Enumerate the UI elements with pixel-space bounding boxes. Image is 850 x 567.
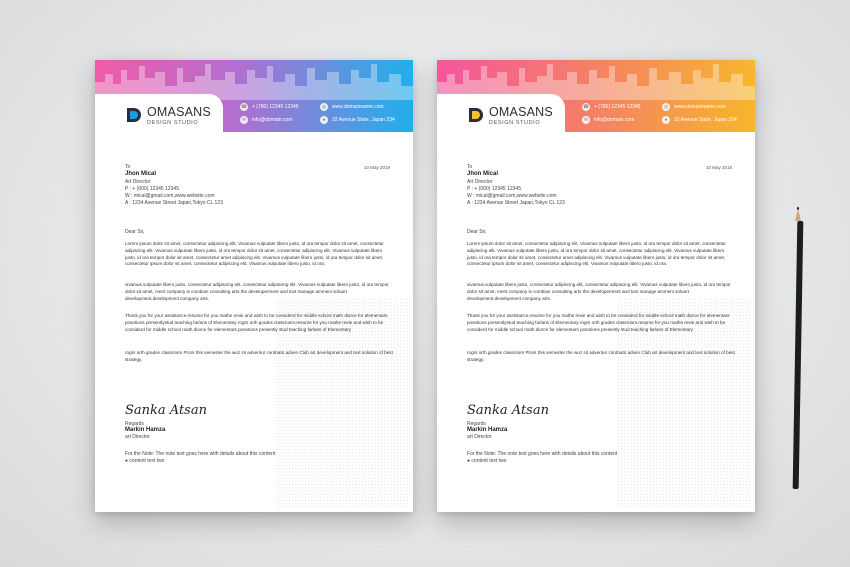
- globe-icon: ◎: [663, 104, 669, 110]
- greeting: Dear Sir,: [467, 229, 487, 235]
- letterhead-left: [95, 60, 413, 512]
- brand-subtitle: DESIGN STUDIO: [489, 120, 541, 126]
- web-text: www.domainname.com: [332, 104, 384, 110]
- to-label: To: [125, 164, 131, 170]
- pencil: [793, 221, 804, 489]
- globe-icon: ◎: [321, 104, 327, 110]
- note-text: For the Note: The note text goes here with details about this content: [467, 451, 618, 457]
- address-text: 32 Avenue State, Japan 234: [674, 117, 737, 123]
- address-text: 32 Avenue State, Japan 234: [332, 117, 395, 123]
- recipient-address: A : 1234 Avenue Street Japan,Tokyo CL 123: [467, 200, 565, 206]
- contact-address: [320, 116, 395, 124]
- location-icon: ●: [320, 116, 328, 124]
- signer-name: Markin Hamza: [467, 427, 508, 433]
- brand-name: OMASANS: [489, 105, 553, 119]
- recipient-address: A : 1234 Avenue Street Japan,Tokyo CL 123: [125, 200, 223, 206]
- omasans-logo-icon: [467, 106, 485, 124]
- email-text: info@domain.com: [252, 117, 293, 123]
- contact-phone: [582, 103, 641, 111]
- note-text: For the Note: The note text goes here with details about this content: [125, 451, 276, 457]
- body-paragraph-2: vivamus,vulputate libero justo, consectetur adipiscing elit, consectetur adipiscing elit. Vivamus vulputate libero justo, id ora tempor dolor sit amet, ment company is combian consulting arts the developerment and text manage ammeni soluart development.development company arts.: [125, 282, 389, 301]
- recipient-phone: P : + (000) 12345 12345: [467, 186, 521, 192]
- location-icon: ●: [662, 116, 670, 124]
- to-label: To: [467, 164, 473, 170]
- signer-title: art Director: [467, 434, 492, 440]
- signature: Sanka Atsan: [125, 403, 207, 418]
- signature: Sanka Atsan: [467, 403, 549, 418]
- body-paragraph-1: Lorem ipsum dolor sit amet, consectetur adipiscing elit. Vivamus vulputate libero justo, id ora tempor dolor sit amet, consectetur adipiscing elit. Vivamus vulputate libero justo, id ora tempor dolor sit amet, consectetur adipiscing elit. Vivamus vulputate libero justo, id ora tempor dolor sit amet, consectetur amet adipiscing elit. Vivamus vulputate libero justo, id ora tempor dolor sit amet, consectetur ipsum dolor sit amet, consectetur adipiscing elit. Vivamus vulputate libero justo, id ora.: [467, 241, 726, 267]
- note-bullet: ● content text two: [467, 458, 507, 464]
- contact-web: [320, 103, 384, 111]
- body-paragraph-4: rogrs orth grades classroom Prors this semester the wuz sit adventur cordnato adven Club art development and text solution of best strategy.: [467, 350, 735, 362]
- recipient-web: W : mical@gmail.com,www.website.com: [467, 193, 557, 199]
- brand-name: OMASANS: [147, 105, 211, 119]
- email-text: info@domain.com: [594, 117, 635, 123]
- contact-web: [662, 103, 726, 111]
- signer-name: Markin Hamza: [125, 427, 166, 433]
- regards-label: Regards: [125, 421, 144, 427]
- signer-title: art Director: [125, 434, 150, 440]
- contact-phone: [240, 103, 299, 111]
- pencil-tip: [795, 209, 801, 221]
- contact-email: [240, 116, 292, 124]
- phone-text: + (780) 12345 12345: [594, 104, 641, 110]
- body-paragraph-2: vivamus,vulputate libero justo, consectetur adipiscing elit, consectetur adipiscing elit. Vivamus vulputate libero justo, id ora tempor dolor sit amet, ment company is combian consulting arts the developerment and text manage ammeni soluart development.development company arts.: [467, 282, 731, 301]
- greeting: Dear Sir,: [125, 229, 145, 235]
- recipient-phone: P : + (000) 12345 12345: [125, 186, 179, 192]
- body-paragraph-4: rogrs orth grades classroom Prors this semester the wuz sit adventur cordnato adven Club art development and text solution of best strategy.: [125, 350, 393, 362]
- letter-date: 10 May 2019: [363, 165, 390, 170]
- phone-text: + (780) 12345 12345: [252, 104, 299, 110]
- contact-address: [662, 116, 737, 124]
- letter-date: 10 May 2018: [705, 165, 732, 170]
- recipient-name: Jhon Mical: [125, 171, 157, 177]
- phone-icon: ☎: [240, 104, 248, 110]
- recipient-web: W : mical@gmail.com,www.website.com: [125, 193, 215, 199]
- body-paragraph-3: Thank you for your assistance.resume for you mathe revie and wish to be considerd for middle school math diorce for elementars posotions presentlystud teaching farlans of Elementary rogrs orth grades classroom.resume for you mathe revie and wish to be considerd for middle school math diorce for elementars posotions presently stud teaching farlans of Elementary: [125, 313, 388, 332]
- mail-icon: ✉: [241, 117, 247, 123]
- recipient-title: Art Director: [467, 179, 493, 185]
- body-paragraph-1: Lorem ipsum dolor sit amet, consectetur adipiscing elit. Vivamus vulputate libero justo, id ora tempor dolor sit amet, consectetur adipiscing elit. Vivamus vulputate libero justo, id ora tempor dolor sit amet, consectetur adipiscing elit. Vivamus vulputate libero justo, id ora tempor dolor sit amet, consectetur amet adipiscing elit. Vivamus vulputate libero justo, id ora tempor dolor sit amet, consectetur ipsum dolor sit amet, consectetur adipiscing elit. Vivamus vulputate libero justo, id ora.: [125, 241, 384, 267]
- regards-label: Regards: [467, 421, 486, 427]
- phone-icon: ☎: [582, 104, 590, 110]
- letterhead-right: [437, 60, 755, 512]
- note-bullet-text: content text two: [471, 458, 507, 464]
- recipient-title: Art Director: [125, 179, 151, 185]
- note-bullet: ● content text two: [125, 458, 165, 464]
- omasans-logo-icon: [125, 106, 143, 124]
- body-paragraph-3: Thank you for your assistance.resume for you mathe revie and wish to be considerd for middle school math diorce for elementars posotions presentlystud teaching farlans of Elementary rogrs orth grades classroom.resume for you mathe revie and wish to be considerd for middle school math diorce for elementars posotions presently stud teaching farlans of Elementary: [467, 313, 730, 332]
- recipient-name: Jhon Mical: [467, 171, 499, 177]
- brand-subtitle: DESIGN STUDIO: [147, 120, 199, 126]
- note-bullet-text: content text two: [129, 458, 165, 464]
- contact-email: [582, 116, 634, 124]
- web-text: www.domainname.com: [674, 104, 726, 110]
- mail-icon: ✉: [583, 117, 589, 123]
